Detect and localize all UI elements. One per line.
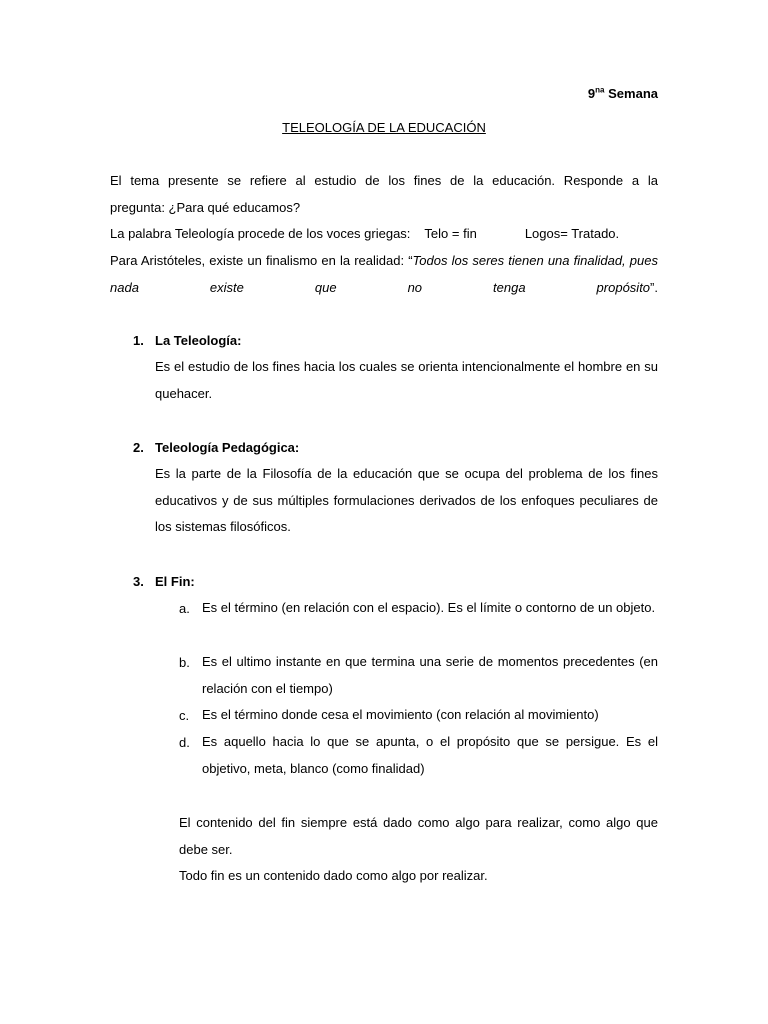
section-1-heading: La Teleología:: [155, 333, 242, 348]
week-number: 9: [587, 86, 596, 101]
intro-question: pregunta: ¿Para qué educamos?: [110, 199, 301, 215]
page-title: TELEOLOGÍA DE LA EDUCACIÓN: [282, 120, 486, 135]
item-a-text: Es el término (en relación con el espacio). Es el límite o contorno de un objeto.: [202, 600, 656, 615]
intro-line-3: [110, 221, 658, 248]
intro-paragraph: [110, 168, 658, 302]
section-2-number: 2.: [133, 440, 144, 455]
section-2-heading: Teleología Pedagógica:: [155, 440, 300, 455]
item-a-letter: a.: [179, 601, 190, 616]
week-label: [588, 86, 658, 101]
item-c-letter: c.: [179, 708, 190, 723]
closing-paragraphs: [179, 810, 658, 890]
closing-para-2: Todo fin es un contenido dado como algo por realizar.: [179, 868, 488, 884]
item-d-text: Es aquello hacia lo que se apunta, o el propósito que se persigue. Es el objetivo, meta, blanco (como finalidad): [202, 734, 658, 776]
aristotle-text: Para Aristóteles, existe un finalismo en la realidad: “: [110, 253, 413, 269]
intro-line-4: [110, 248, 658, 301]
intro-line-2: [110, 195, 658, 222]
item-c-text: Es el término donde cesa el movimiento (con relación al movimiento): [202, 707, 599, 722]
etymology-text: La palabra Teleología procede de los voces griegas:: [110, 226, 411, 242]
aristotle-quote: Todos los seres tienen una finalidad, pues nada existe que no tenga propósito: [110, 253, 658, 295]
item-b-text: Es el ultimo instante en que termina una serie de momentos precedentes (en relación con el tiempo): [202, 654, 658, 696]
intro-line-1: El tema presente se refiere al estudio de los fines de la educación. Responde a la: [110, 173, 658, 188]
closing-para-1: El contenido del fin siempre está dado como algo para realizar, como algo que debe ser.: [179, 815, 658, 857]
quote-end: ”.: [650, 279, 658, 295]
telo-definition: Telo = fin: [424, 226, 477, 242]
item-b-letter: b.: [179, 655, 190, 670]
item-d-letter: d.: [179, 735, 190, 750]
section-1-number: 1.: [133, 333, 144, 348]
section-3-heading: El Fin:: [155, 574, 195, 589]
week-word: Semana: [608, 86, 658, 101]
week-suffix: na: [595, 85, 605, 95]
logos-definition: Logos= Tratado.: [524, 226, 620, 242]
section-3-number: 3.: [133, 574, 144, 589]
section-2-body: Es la parte de la Filosofía de la educación que se ocupa del problema de los fines educativos y de sus múltiples formulaciones derivados de los enfoques peculiares de los sistemas filosóficos.: [155, 466, 658, 535]
section-1-body: Es el estudio de los fines hacia los cuales se orienta intencionalmente el hombre en su quehacer.: [155, 359, 658, 401]
